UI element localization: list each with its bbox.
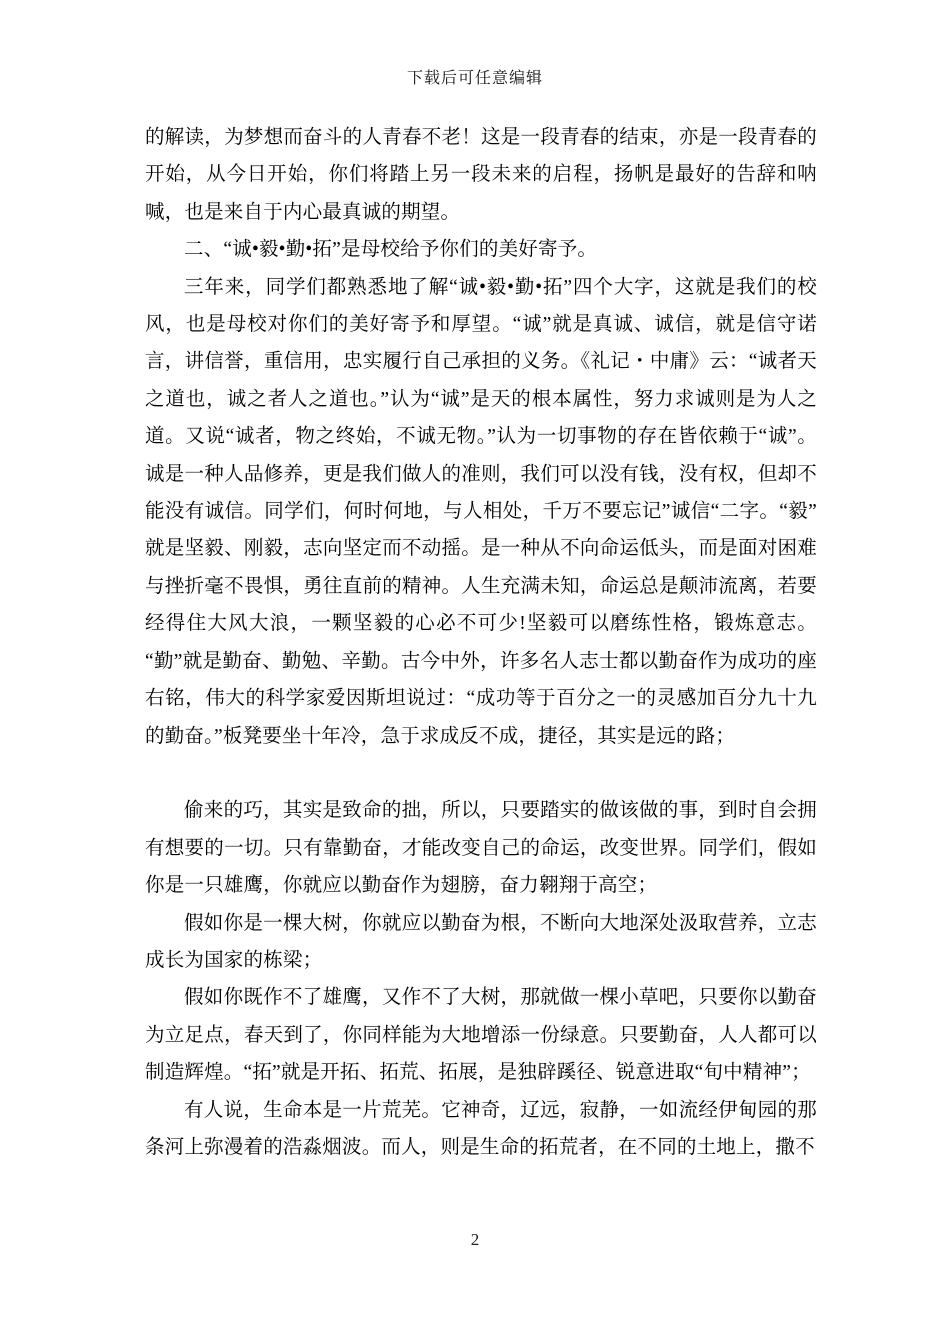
document-body — [145, 119, 817, 1166]
paragraph-section-heading: 二、“诚•毅•勤•拓”是母校给予你们的美好寄予。 — [184, 239, 598, 261]
paragraph-continuation: 的解读，为梦想而奋斗的人青春不老！这是一段青春的结束，亦是一段青春的开始，从今日开始，你们将踏上另一段未来的启程，扬帆是最好的告辞和呐喊，也是来自于内心最真诚的期望。 — [145, 127, 817, 223]
paragraph-body: 偷来的巧，其实是致命的拙，所以，只要踏实的做该做的事，到时自会拥有想要的一切。只有靠勤奋，才能改变自己的命运，改变世界。同学们，假如你是一只雄鹰，你就应以勤奋作为翅膀，奋力翱翔于高空； — [145, 800, 817, 897]
paragraph-body: 假如你既作不了雄鹰，又作不了大树，那就做一棵小草吧，只要你以勤奋为立足点，春天到了，你同样能为大地增添一份绿意。只要勤奋，人人都可以制造辉煌。“拓”就是开拓、拓荒、拓展，是独辟蹊径、锐意进取“旬中精神”； — [145, 987, 817, 1084]
paragraph-body: 三年来，同学们都熟悉地了解“诚•毅•勤•拓”四个大字，这就是我们的校风，也是母校对你们的美好寄予和厚望。“诚”就是真诚、诚信，就是信守诺言，讲信誉，重信用，忠实履行自己承担的义务。《礼记・中庸》云：“诚者天之道也，诚之者人之道也。”认为“诚”是天的根本属性，努力求诚则是为人之道。又说“诚者，物之终始，不诚无物。”认为一切事物的存在皆依赖于“诚”。诚是一种人品修养，更是我们做人的准则，我们可以没有钱，没有权，但却不能没有诚信。同学们，何时何地，与人相处，千万不要忘记”诚信“二字。“毅”就是坚毅、刚毅，志向坚定而不动摇。是一种从不向命运低头，而是面对困难与挫折毫不畏惧，勇往直前的精神。人生充满未知，命运总是颠沛流离，若要经得住大风大浪，一颗坚毅的心必不可少!坚毅可以磨练性格，锻炼意志。“勤”就是勤奋、勤勉、辛勤。古今中外，许多名人志士都以勤奋作为成功的座右铭，伟大的科学家爱因斯坦说过：“成功等于百分之一的灵感加百分九十九的勤奋。”板凳要坐十年冷，急于求成反不成，捷径，其实是远的路； — [145, 276, 817, 747]
paragraph-body: 有人说，生命本是一片荒芜。它神奇，辽远，寂静，一如流经伊甸园的那条河上弥漫着的浩淼烟波。而人，则是生命的拓荒者，在不同的土地上，撒不 — [145, 1099, 817, 1158]
page-number: 2 — [470, 1230, 480, 1249]
header-note: 下载后可任意编辑 — [406, 70, 543, 87]
paragraph-body: 假如你是一棵大树，你就应以勤奋为根，不断向大地深处汲取营养，立志成长为国家的栋梁； — [145, 912, 817, 971]
